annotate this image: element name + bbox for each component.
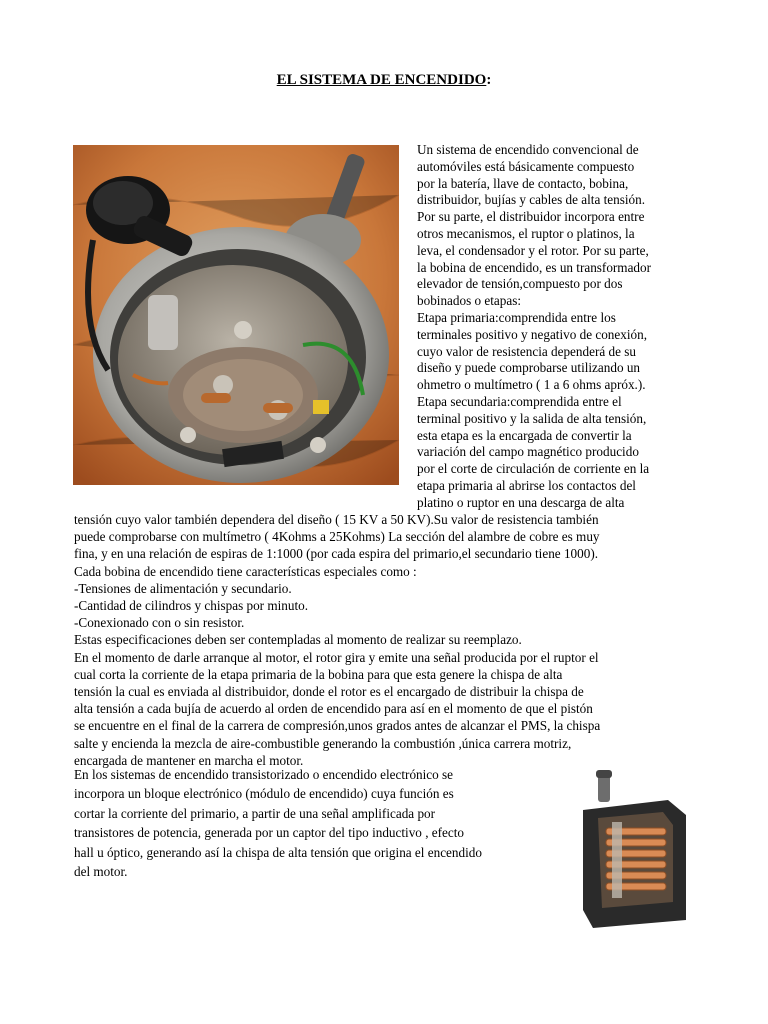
- text-line: -Tensiones de alimentación y secundario.: [74, 580, 292, 596]
- text-line: por el corte de circulación de corriente en la: [417, 461, 650, 477]
- text-line: distribuidor, bujías y cables de alta tensión.: [417, 192, 646, 208]
- text-line: automóviles está básicamente compuesto: [417, 158, 635, 174]
- text-line: diseño y puede comprobarse utilizando un: [417, 360, 641, 376]
- text-line: Etapa secundaria:comprendida entre el: [417, 393, 622, 409]
- text-line: En los sistemas de encendido transistorizado o encendido electrónico se: [74, 767, 454, 782]
- text-line: transistores de potencia, generada por un captor del tipo inductivo , efecto: [74, 825, 464, 841]
- text-line: Cada bobina de encendido tiene características especiales como :: [74, 563, 417, 579]
- body-text: [74, 511, 704, 769]
- text-line: Etapa primaria:comprendida entre los: [417, 309, 616, 325]
- text-line: alta tensión a cada bujía de acuerdo al orden de encendido para así en el momento de que el pistón: [74, 701, 593, 717]
- text-line: Por su parte, el distribuidor incorpora entre: [417, 209, 645, 225]
- text-line: bobinados o etapas:: [417, 293, 522, 309]
- text-line: elevador de tensión,compuesto por dos: [417, 276, 623, 292]
- text-line: -Cantidad de cilindros y chispas por minuto.: [74, 598, 309, 614]
- text-line: variación del campo magnético producido: [417, 444, 639, 460]
- text-line: esta etapa es la encargada de convertir la: [417, 427, 632, 443]
- text-line: platino o ruptor en una descarga de alta: [417, 494, 625, 510]
- distributor-photo: [73, 145, 399, 485]
- text-line: incorpora un bloque electrónico (módulo de encendido) cuya función es: [74, 786, 454, 802]
- title-text: EL SISTEMA DE ENCENDIDO: [276, 72, 487, 88]
- text-line: del motor.: [74, 864, 128, 880]
- title-colon: :: [486, 72, 492, 88]
- text-line: encargada de mantener en marcha el motor.: [74, 752, 304, 768]
- text-line: Estas especificaciones deben ser contempladas al momento de realizar su reemplazo.: [74, 632, 522, 648]
- text-line: cual corta la corriente de la etapa primaria de la bobina para que esta genere la chispa de alta: [74, 666, 563, 682]
- text-line: cortar la corriente del primario, a partir de una señal amplificada por: [74, 805, 436, 821]
- text-line: ohmetro o multímetro ( 1 a 6 ohms apróx.).: [417, 377, 646, 393]
- text-line: puede comprobarse con multímetro ( 4Kohms a 25Kohms) La sección del alambre de cobre es muy: [74, 529, 600, 545]
- text-line: etapa primaria al abrirse los contactos del: [417, 477, 636, 493]
- text-line: En el momento de darle arranque al motor, el rotor gira y emite una señal producida por el ruptor el: [74, 649, 599, 665]
- text-line: hall u óptico, generando así la chispa de alta tensión que origina el encendido: [74, 844, 482, 860]
- electronic-ignition-text: [74, 765, 564, 881]
- text-line: terminal positivo y la salida de alta tensión,: [417, 410, 647, 426]
- text-line: otros mecanismos, el ruptor o platinos, la: [417, 225, 635, 241]
- text-line: fina, y en una relación de espiras de 1:1000 (por cada espira del primario,el secundario tiene 1000).: [74, 546, 599, 562]
- text-line: tensión cuyo valor también dependera del diseño ( 15 KV a 50 KV).Su valor de resistencia también: [74, 512, 599, 527]
- text-line: por la batería, llave de contacto, bobina,: [417, 175, 629, 191]
- text-line: salte y encienda la mezcla de aire-combustible generando la combustión ,única carrera motriz,: [74, 735, 572, 751]
- text-line: terminales positivo y negativo de conexión,: [417, 326, 647, 342]
- text-line: Un sistema de encendido convencional de: [417, 142, 639, 157]
- page-title: [0, 72, 768, 89]
- text-line: se encuentre en el final de la carrera de compresión,unos grados antes de alcanzar el PMS, la chispa: [74, 718, 601, 734]
- text-line: leva, el condensador y el rotor. Por su parte,: [417, 242, 649, 258]
- intro-column: [417, 142, 707, 512]
- text-line: cuyo valor de resistencia dependerá de su: [417, 343, 636, 359]
- ignition-coil-photo: [578, 770, 690, 930]
- text-line: tensión la cual es enviada al distribuidor, donde el rotor es el encargado de distribuir la chispa de: [74, 684, 584, 700]
- text-line: la bobina de encendido, es un transformador: [417, 259, 652, 275]
- text-line: -Conexionado con o sin resistor.: [74, 615, 245, 631]
